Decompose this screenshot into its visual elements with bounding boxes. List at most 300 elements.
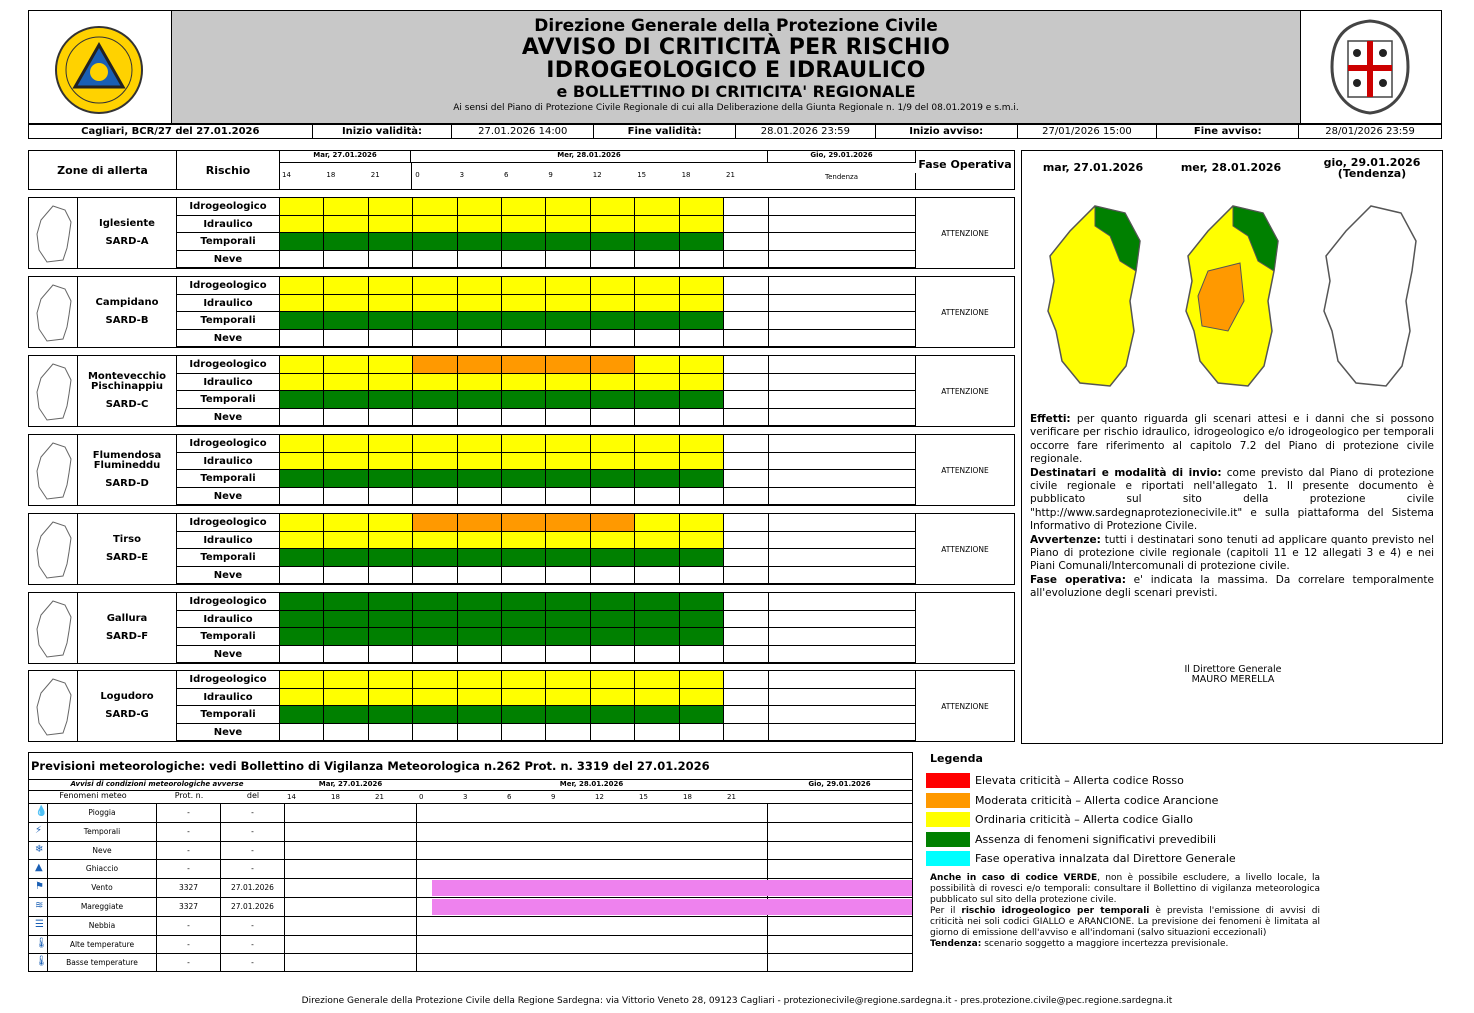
hour-label: 14 (287, 793, 296, 801)
risk-cell (635, 251, 679, 269)
risk-cell (546, 435, 590, 453)
risk-cell (280, 295, 324, 313)
zone-code: SARD-E (105, 552, 149, 563)
waves-icon: ≋ (35, 900, 44, 911)
zone-code: SARD-D (105, 478, 149, 489)
risk-cell (280, 514, 324, 532)
risk-cell (413, 567, 457, 585)
hour-label: 21 (727, 793, 736, 801)
legend-text: Ordinaria criticità – Allerta codice Giallo (975, 813, 1193, 827)
risk-label: Neve (177, 488, 280, 506)
risk-cell (635, 628, 679, 646)
meteo-row (29, 841, 912, 860)
risk-cell (324, 671, 368, 689)
risk-cell (369, 724, 413, 742)
risk-cell (502, 198, 546, 216)
day3-label: Gio, 29.01.2026 (768, 151, 916, 163)
risk-cell (546, 646, 590, 664)
zone-minimap (33, 599, 73, 659)
risk-cell (591, 593, 635, 611)
alert-bar (432, 880, 912, 896)
thermo-hot-icon: 🌡 (35, 937, 48, 949)
risk-cell (280, 391, 324, 409)
meteo-row (29, 897, 912, 916)
map2-date: mer, 28.01.2026 (1180, 161, 1282, 174)
risk-cell (413, 453, 457, 471)
risk-cell (680, 312, 724, 330)
tendenza-cell (768, 628, 916, 646)
risk-label: Temporali (177, 470, 280, 488)
risk-cell (724, 611, 768, 629)
zone-name: Iglesiente (99, 218, 155, 229)
risk-cell (635, 453, 679, 471)
meteo-prot: - (157, 954, 221, 972)
risk-label: Idraulico (177, 532, 280, 550)
tendenza-label: Tendenza (768, 173, 916, 189)
risk-cell (369, 532, 413, 550)
meteo-date: 27.01.2026 (221, 898, 285, 916)
risk-cell (635, 514, 679, 532)
risk-cell (413, 488, 457, 506)
hour-label: 9 (551, 793, 556, 801)
risk-cell (724, 593, 768, 611)
risk-cell (635, 435, 679, 453)
risk-cell (591, 514, 635, 532)
meteo-date: - (221, 804, 285, 822)
risk-cell (591, 532, 635, 550)
risk-header: Rischio (177, 151, 280, 189)
risk-cell (458, 689, 502, 707)
alert-start: 27/01/2026 15:00 (1018, 125, 1158, 138)
risk-cell (413, 295, 457, 313)
meteo-row (29, 859, 912, 878)
hour-label: 14 (282, 171, 291, 179)
meteo-prot: 3327 (157, 898, 221, 916)
risk-cell (680, 277, 724, 295)
risk-label: Temporali (177, 233, 280, 251)
risk-label: Temporali (177, 549, 280, 567)
risk-cell (458, 251, 502, 269)
risk-label: Idraulico (177, 374, 280, 392)
zone-minimap (33, 283, 73, 343)
risk-label: Idrogeologico (177, 356, 280, 374)
risk-cell (413, 532, 457, 550)
legend-swatch (926, 793, 970, 808)
risk-cell (413, 277, 457, 295)
tendenza-cell (768, 312, 916, 330)
risk-cell (458, 356, 502, 374)
risk-cell (591, 628, 635, 646)
risk-cell (546, 391, 590, 409)
tendenza-cell (768, 374, 916, 392)
risk-cell (369, 233, 413, 251)
fase-operativa: ATTENZIONE (941, 386, 989, 396)
zone-code: SARD-F (105, 631, 149, 642)
risk-cell (324, 251, 368, 269)
risk-cell (635, 671, 679, 689)
risk-cell (324, 330, 368, 348)
risk-cell (369, 453, 413, 471)
risk-cell (458, 488, 502, 506)
zone-code: SARD-B (105, 315, 149, 326)
risk-cell (369, 391, 413, 409)
risk-cell (413, 216, 457, 234)
risk-cell (324, 514, 368, 532)
risk-cell (324, 435, 368, 453)
risk-cell (413, 611, 457, 629)
risk-label: Neve (177, 330, 280, 348)
risk-cell (458, 724, 502, 742)
zone-minimap (33, 677, 73, 737)
risk-cell (413, 391, 457, 409)
hour-label: 18 (683, 793, 692, 801)
risk-cell (724, 671, 768, 689)
risk-cell (324, 470, 368, 488)
risk-cell (280, 689, 324, 707)
rain-icon: 💧 (35, 806, 48, 817)
meteo-row (29, 878, 912, 897)
risk-cell (280, 567, 324, 585)
zone-sard-d (28, 434, 1015, 506)
tendenza-cell (768, 233, 916, 251)
storm-icon: ⚡ (35, 824, 43, 836)
risk-cell (680, 374, 724, 392)
hour-label: 18 (331, 793, 340, 801)
risk-cell (502, 593, 546, 611)
wind-icon: ⚑ (35, 881, 44, 893)
risk-cell (724, 198, 768, 216)
risk-cell (369, 251, 413, 269)
risk-cell (546, 724, 590, 742)
risk-cell (324, 488, 368, 506)
risk-cell (413, 251, 457, 269)
risk-cell (369, 295, 413, 313)
fase-header: Fase Operativa (918, 158, 1012, 171)
sardinia-map-day3 (1316, 201, 1426, 391)
risk-cell (413, 549, 457, 567)
legend-text: Assenza di fenomeni significativi prevedibili (975, 832, 1217, 846)
col-prot: Prot. n. (174, 791, 204, 800)
tendenza-cell (768, 611, 916, 629)
risk-cell (680, 435, 724, 453)
risk-cell (369, 706, 413, 724)
risk-cell (413, 233, 457, 251)
risk-cell (546, 233, 590, 251)
risk-label: Temporali (177, 706, 280, 724)
meteo-name: Temporali (47, 823, 157, 841)
zone-minimap (33, 520, 73, 580)
risk-cell (413, 470, 457, 488)
risk-cell (635, 611, 679, 629)
risk-cell (591, 295, 635, 313)
risk-cell (635, 374, 679, 392)
risk-cell (635, 312, 679, 330)
risk-cell (546, 593, 590, 611)
risk-cell (591, 689, 635, 707)
risk-cell (280, 312, 324, 330)
risk-cell (458, 470, 502, 488)
hour-label: 18 (326, 171, 336, 179)
zone-sard-a (28, 197, 1015, 269)
risk-cell (280, 409, 324, 427)
risk-cell (369, 435, 413, 453)
risk-cell (502, 453, 546, 471)
hour-label: 12 (592, 171, 602, 179)
risk-cell (280, 453, 324, 471)
risk-cell (458, 671, 502, 689)
fase-operativa: ATTENZIONE (941, 701, 989, 711)
tendenza-cell (768, 435, 916, 453)
fog-icon: ☰ (35, 918, 44, 930)
meteo-name: Pioggia (47, 804, 157, 822)
risk-label: Idraulico (177, 216, 280, 234)
meteo-name: Basse temperature (47, 954, 157, 972)
risk-cell (502, 391, 546, 409)
meteo-name: Neve (47, 842, 157, 860)
risk-cell (591, 330, 635, 348)
risk-cell (502, 549, 546, 567)
zone-code: SARD-G (105, 709, 149, 720)
risk-cell (724, 549, 768, 567)
risk-cell (280, 216, 324, 234)
meteo-prot: - (157, 860, 221, 878)
risk-cell (280, 611, 324, 629)
meteo-date: - (221, 917, 285, 935)
risk-cell (502, 374, 546, 392)
risk-cell (502, 356, 546, 374)
risk-label: Idrogeologico (177, 514, 280, 532)
risk-cell (324, 391, 368, 409)
risk-cell (413, 689, 457, 707)
risk-cell (324, 216, 368, 234)
zone-name: Campidano (95, 297, 159, 308)
risk-cell (502, 295, 546, 313)
risk-cell (458, 453, 502, 471)
meteo-date: - (221, 823, 285, 841)
risk-cell (413, 646, 457, 664)
hour-label: 18 (681, 171, 691, 179)
risk-cell (680, 251, 724, 269)
legend-text: Elevata criticità – Allerta codice Rosso (975, 774, 1184, 788)
meteo-name: Ghiaccio (47, 860, 157, 878)
tendenza-cell (768, 514, 916, 532)
zone-code: SARD-A (105, 236, 149, 247)
risk-cell (680, 409, 724, 427)
legend-swatch (926, 773, 970, 788)
alert-bar (432, 899, 912, 915)
risk-cell (724, 312, 768, 330)
risk-cell (591, 277, 635, 295)
header (28, 10, 1442, 124)
zone-minimap (33, 362, 73, 422)
tendenza-cell (768, 251, 916, 269)
risk-cell (280, 628, 324, 646)
risk-cell (546, 567, 590, 585)
risk-cell (724, 514, 768, 532)
risk-cell (724, 216, 768, 234)
validity-start: 27.01.2026 14:00 (452, 125, 594, 138)
risk-cell (546, 628, 590, 646)
risk-cell (458, 593, 502, 611)
risk-cell (724, 470, 768, 488)
risk-cell (680, 724, 724, 742)
right-panel (1021, 150, 1443, 744)
tendenza-cell (768, 216, 916, 234)
validity-end-label: Fine validità: (594, 125, 736, 138)
risk-cell (324, 312, 368, 330)
fase-operativa: ATTENZIONE (941, 228, 989, 238)
risk-cell (458, 514, 502, 532)
risk-cell (502, 216, 546, 234)
risk-cell (413, 724, 457, 742)
tendenza-cell (768, 453, 916, 471)
risk-cell (280, 374, 324, 392)
risk-cell (458, 277, 502, 295)
risk-cell (324, 611, 368, 629)
col-fenomeni: Fenomeni meteo (59, 791, 127, 800)
hour-label: 6 (504, 171, 509, 179)
hour-label: 21 (370, 171, 380, 179)
risk-cell (680, 628, 724, 646)
risk-cell (724, 330, 768, 348)
risk-cell (369, 356, 413, 374)
risk-cell (280, 646, 324, 664)
risk-cell (546, 330, 590, 348)
risk-cell (680, 532, 724, 550)
risk-cell (591, 470, 635, 488)
risk-cell (369, 514, 413, 532)
risk-cell (546, 216, 590, 234)
risk-cell (724, 646, 768, 664)
risk-cell (680, 593, 724, 611)
risk-cell (680, 671, 724, 689)
fase-operativa: ATTENZIONE (941, 465, 989, 475)
risk-cell (458, 233, 502, 251)
meteo-date: 27.01.2026 (221, 879, 285, 897)
director-signature: Il Direttore Generale MAURO MERELLA (1184, 664, 1282, 685)
risk-cell (724, 233, 768, 251)
risk-cell (413, 330, 457, 348)
legend-item (926, 771, 1326, 791)
risk-cell (591, 216, 635, 234)
risk-cell (724, 628, 768, 646)
risk-cell (680, 330, 724, 348)
risk-cell (546, 312, 590, 330)
alert-end-label: Fine avviso: (1157, 125, 1299, 138)
zone-name: Tirso (112, 534, 141, 545)
hour-label: 6 (507, 793, 512, 801)
grid-header (28, 150, 1015, 190)
risk-cell (369, 689, 413, 707)
meteo-prot: 3327 (157, 879, 221, 897)
risk-cell (369, 567, 413, 585)
validity-end: 28.01.2026 23:59 (736, 125, 876, 138)
risk-cell (591, 453, 635, 471)
meteo-hour-labels (285, 793, 767, 803)
risk-cell (546, 356, 590, 374)
risk-cell (502, 277, 546, 295)
risk-cell (635, 689, 679, 707)
risk-cell (591, 409, 635, 427)
risk-cell (546, 409, 590, 427)
hour-label: 12 (595, 793, 604, 801)
legend-text: Fase operativa innalzata dal Direttore Generale (975, 852, 1236, 866)
meteo-name: Mareggiate (47, 898, 157, 916)
risk-cell (369, 593, 413, 611)
risk-label: Idrogeologico (177, 277, 280, 295)
hour-label: 15 (639, 793, 648, 801)
risk-cell (324, 453, 368, 471)
risk-cell (502, 514, 546, 532)
risk-cell (591, 671, 635, 689)
risk-label: Idraulico (177, 453, 280, 471)
risk-cell (324, 706, 368, 724)
risk-cell (369, 671, 413, 689)
risk-cell (502, 724, 546, 742)
risk-cell (369, 374, 413, 392)
tendenza-cell (768, 356, 916, 374)
risk-cell (502, 532, 546, 550)
meteo-prot: - (157, 842, 221, 860)
risk-cell (724, 356, 768, 374)
risk-cell (680, 356, 724, 374)
hour-label: 9 (548, 171, 553, 179)
hour-label: 21 (375, 793, 384, 801)
risk-cell (724, 295, 768, 313)
risk-cell (724, 706, 768, 724)
meteo-row (29, 953, 912, 972)
risk-cell (635, 706, 679, 724)
risk-cell (280, 724, 324, 742)
risk-cell (546, 251, 590, 269)
risk-cell (591, 488, 635, 506)
tendenza-cell (768, 706, 916, 724)
risk-cell (458, 198, 502, 216)
risk-label: Idrogeologico (177, 671, 280, 689)
header-subtitle: e BOLLETTINO DI CRITICITA' REGIONALE (556, 82, 916, 101)
meteo-date: - (221, 842, 285, 860)
risk-cell (280, 470, 324, 488)
risk-label: Idrogeologico (177, 593, 280, 611)
legend-item (926, 849, 1326, 869)
snow-icon: ❄ (35, 843, 44, 855)
risk-cell (546, 689, 590, 707)
risk-cell (680, 611, 724, 629)
map3-date: gio, 29.01.2026 (Tendenza) (1323, 156, 1421, 180)
risk-cell (458, 409, 502, 427)
risk-cell (369, 488, 413, 506)
risk-cell (369, 277, 413, 295)
meteo-row (29, 803, 912, 822)
risk-cell (724, 567, 768, 585)
tendenza-cell (768, 330, 916, 348)
risk-cell (546, 277, 590, 295)
risk-cell (680, 567, 724, 585)
risk-cell (502, 251, 546, 269)
risk-cell (458, 216, 502, 234)
header-legal: Ai sensi del Piano di Protezione Civile Regionale di cui alla Deliberazione della Giunta Regionale n. 1/9 del 08.01.2019 e s.m.i. (453, 103, 1019, 113)
day2-label: Mer, 28.01.2026 (411, 151, 768, 163)
zone-name: Logudoro (100, 691, 154, 702)
hour-label: 3 (463, 793, 468, 801)
risk-cell (724, 435, 768, 453)
risk-cell (413, 374, 457, 392)
risk-cell (680, 470, 724, 488)
header-title: AVVISO DI CRITICITÀ PER RISCHIO (521, 35, 951, 60)
risk-cell (635, 198, 679, 216)
tendenza-cell (768, 724, 916, 742)
risk-cell (502, 567, 546, 585)
